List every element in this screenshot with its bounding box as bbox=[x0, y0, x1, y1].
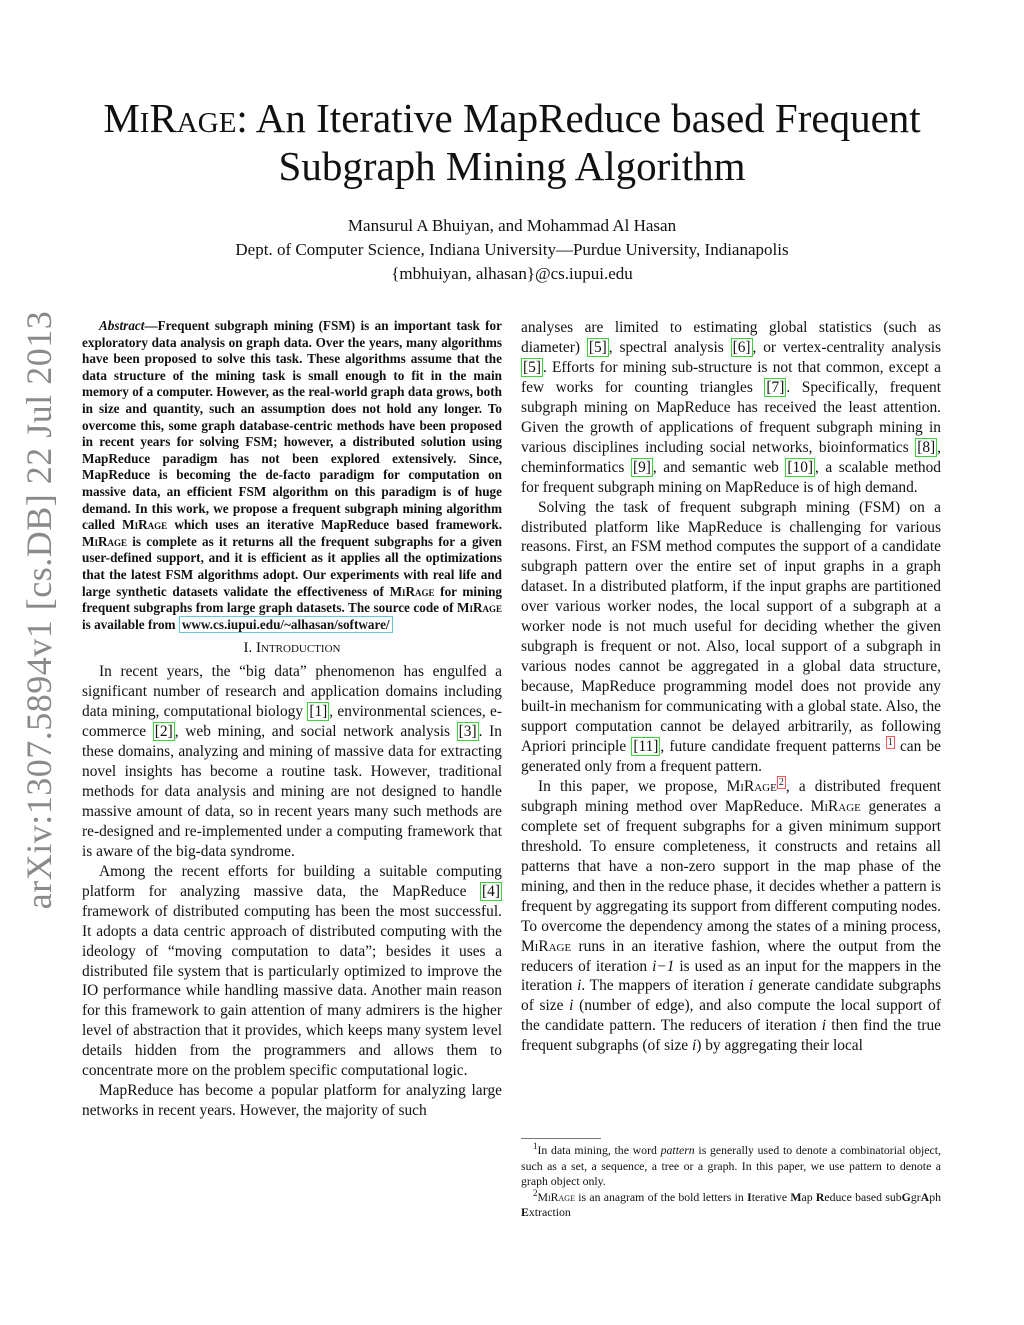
arxiv-identifier-sidebar bbox=[4, 310, 74, 910]
section-heading-introduction: I. Introduction bbox=[243, 640, 341, 657]
citation-link[interactable]: [6] bbox=[732, 338, 751, 356]
software-url-link[interactable]: www.cs.iupui.edu/~alhasan/software/ bbox=[179, 616, 393, 633]
citation-link[interactable]: [3] bbox=[458, 723, 477, 741]
footnote-ref-2[interactable]: 2 bbox=[778, 776, 784, 788]
intro-paragraph-3: MapReduce has become a popular platform for analyzing large networks in recent years. However, the majority of such bbox=[82, 1082, 502, 1120]
right-column bbox=[521, 318, 941, 1056]
author-email: {mbhuiyan, alhasan}@cs.iupui.edu bbox=[391, 264, 633, 283]
footnote-1: $^1$In data mining, the word pattern is generally used to denote a combinatorial object, such as a set, a sequence, a tree or a graph. In this paper, we use pattern to denote a graph object only. bbox=[521, 1141, 941, 1188]
footnote-rule bbox=[521, 1138, 601, 1139]
footnote-2: $^2$MiRage is an anagram of the bold letters in Iterative Map Reduce based subGgrAph Extraction bbox=[521, 1187, 941, 1219]
citation-link[interactable]: [8] bbox=[917, 438, 936, 456]
citation-link[interactable]: [9] bbox=[632, 458, 651, 476]
intro-paragraph-2: Among the recent efforts for building a suitable computing platform for analyzing massive data, the MapReduce [4] framework of distributed computing has been the most successful. It adopts a data centric approach of distributed computing with the ideology of “moving computation to data”; besides it uses a distributed file system that is particularly optimized to improve the IO performance while handling massive data. Another main reason for this framework to gain attention of many admirers is the higher level of abstraction that it provides, which keeps many system level details hidden from the programmers and allows them to concentrate more on the problem specific computational logic. bbox=[82, 862, 502, 1080]
title-system-name: MiRage bbox=[103, 95, 237, 141]
citation-link[interactable]: [1] bbox=[309, 703, 328, 721]
intro-paragraph-4: Solving the task of frequent subgraph mining (FSM) on a distributed platform like MapReduce is challenging for various reasons. First, an FSM method computes the support of a candidate subgraph pattern over the entire set of input graphs in a graph dataset. In a distributed platform, if the input graphs are partitioned over various worker nodes, the local support of a subgraph at a worker node is not much useful for deciding whether the given subgraph is frequent or not. Also, local support of a subgraph in various nodes cannot be aggregated in a global data structure, because, MapReduce programming model does not provide any built-in mechanism for communicating with a global state. Also, the support computation cannot be delayed arbitrarily, as following Apriori principle [11] , future candidate frequent patterns $^1$ can be generated only from a frequent pattern. bbox=[521, 498, 941, 775]
arxiv-id-text: arXiv:1307.5894v1 [cs.DB] 22 Jul 2013 bbox=[19, 310, 59, 910]
footnotes bbox=[521, 1134, 941, 1221]
title-line1: : An Iterative MapReduce based Frequent bbox=[236, 95, 921, 141]
citation-link[interactable]: [4] bbox=[482, 882, 500, 900]
intro-paragraph-5: In this paper, we propose, MiRage $^2$ , a distributed frequent subgraph mining method over MapReduce. MiRage generates a complete set of frequent subgraphs for a given minimum support threshold. To ensure completeness, it constructs and retains all patterns that have a non-zero support in the map phase of the mining, and then in the reduce phase, it decides whether a pattern is frequent by aggregating its support from different computing nodes. To overcome the dependency among the states of a mining process, MiRage runs in an iterative fashion, where the output from the reducers of iteration i−1 is used as an input for the mappers in the iteration i. The mappers of iteration i generate candidate subgraphs of size i (number of edge), and also compute the local support of the candidate pattern. The reducers of iteration i then find the true frequent subgraphs (of size i) by aggregating their local bbox=[521, 776, 941, 1055]
left-column bbox=[82, 318, 502, 1121]
citation-link[interactable]: [7] bbox=[766, 378, 785, 396]
citation-link[interactable]: [10] bbox=[787, 458, 814, 476]
citation-link[interactable]: [5] bbox=[523, 358, 541, 376]
intro-paragraph-3-continued: analyses are limited to estimating global statistics (such as diameter) [5] , spectral analysis [6] , or vertex-centrality analysis [5] . Efforts for mining sub-structure is not that common, except a few works for counting triangles [7] . Specifically, frequent subgraph mining on MapReduce has received the least attention. Given the growth of applications of frequent subgraph mining in various disciplines including social networks, bioinformatics [8] , cheminformatics [9] , and semantic web [10] , a scalable method for frequent subgraph mining on MapReduce is of high demand. bbox=[521, 319, 941, 496]
footnote-ref-1[interactable]: 1 bbox=[887, 736, 893, 748]
abstract-label: Abstract bbox=[99, 318, 145, 333]
author-block bbox=[60, 214, 964, 286]
author-affiliation: Dept. of Computer Science, Indiana University—Purdue University, Indianapolis bbox=[235, 240, 789, 259]
intro-paragraph-1: In recent years, the “big data” phenomenon has engulfed a significant number of research and application domains including data mining, computational biology [1] , environmental sciences, e-commerce [2] , web mining, and social network analysis [3] . In these domains, analyzing and mining of massive data for extracting novel insights has become a routine task. However, traditional methods for data analysis and mining are not designed to handle massive amount of data, so in recent years many such methods are re-designed and re-implemented under a computing framework that is aware of the big-data syndrome. bbox=[82, 663, 502, 860]
citation-link[interactable]: [11] bbox=[633, 738, 659, 756]
citation-link[interactable]: [5] bbox=[588, 338, 607, 356]
paper-title bbox=[60, 94, 964, 190]
author-names: Mansurul A Bhuiyan, and Mohammad Al Hasan bbox=[347, 216, 677, 235]
citation-link[interactable]: [2] bbox=[154, 723, 173, 741]
abstract: Abstract—Frequent subgraph mining (FSM) is an important task for exploratory data analysis on graph data. Over the years, many algorithms have been proposed to solve this task. These algorithms assume that the data structure of the mining task is small enough to fit in the main memory of a computer. However, as the real-world graph data grows, both in size and quantity, such an assumption does not hold any longer. To overcome this, some graph database-centric methods have been proposed in recent years for solving FSM; however, a distributed solution using MapReduce paradigm has not been explored extensively. Since, MapReduce is becoming the de-facto paradigm for computation on massive data, an efficient FSM algorithm on this paradigm is of huge demand. In this work, we propose a frequent subgraph mining algorithm called MiRage which uses an iterative MapReduce based framework. MiRage is complete as it returns all the frequent subgraphs for a given user-defined support, and it is efficient as it applies all the optimizations that the latest FSM algorithms adopt. Our experiments with real life and large synthetic datasets validate the effectiveness of MiRage for mining frequent subgraphs from large graph datasets. The source code of MiRage is available from www.cs.iupui.edu/~alhasan/software/ bbox=[82, 318, 503, 632]
title-line2: Subgraph Mining Algorithm bbox=[278, 143, 746, 189]
